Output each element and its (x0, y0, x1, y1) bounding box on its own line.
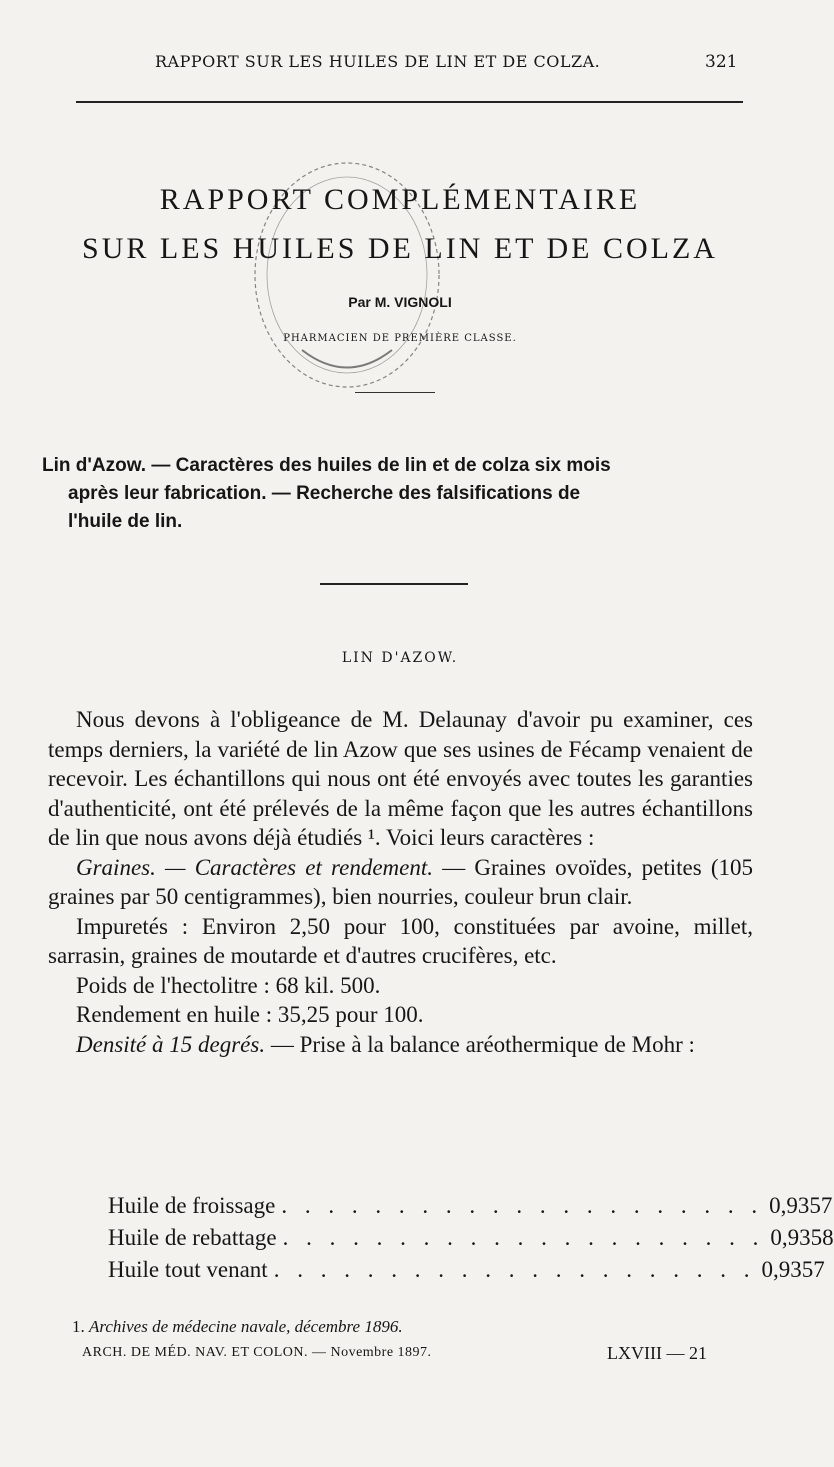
row-label: Huile de froissage (108, 1193, 276, 1218)
paragraph-text: — Prise à la balance aréothermique de Mohr : (265, 1031, 695, 1057)
row-value: 0,9357 (761, 1257, 825, 1282)
author-title: PHARMACIEN DE PREMIÈRE CLASSE. (283, 333, 517, 344)
leader-dots: . . . . . . . . . . . . . . . . . . . . . (282, 1225, 765, 1250)
table-row (108, 1190, 833, 1222)
paragraph: Impuretés : Environ 2,50 pour 100, constituées par avoine, millet, sarrasin, graines de moutarde et d'autres crucifères, etc. (48, 913, 753, 968)
header-rule (76, 101, 743, 103)
journal-footer: ARCH. DE MÉD. NAV. ET COLON. — Novembre 1897. (82, 1345, 432, 1360)
author-name: Par M. VIGNOLI (348, 294, 452, 310)
article-title-line1: RAPPORT COMPLÉMENTAIRE (159, 183, 641, 216)
paragraph (48, 853, 753, 912)
paragraph-lead: Graines. — Caractères et rendement. (76, 854, 434, 880)
footnote-text: Archives de médecine navale, décembre 1896. (89, 1317, 403, 1336)
article-body (48, 705, 753, 1059)
author-rule (355, 392, 435, 393)
row-label: Huile de rebattage (108, 1225, 277, 1250)
paragraph: Nous devons à l'obligeance de M. Delaunay d'avoir pu examiner, ces temps derniers, la variété de lin Azow que ses usines de Fécamp venaient de recevoir. Les échantillons qui nous ont été envoyés avec toutes les garanties d'authenticité, ont été prélevés de la même façon que les autres échantillons de lin que nous avons déjà étudiés ¹. Voici leurs caractères : (48, 707, 753, 850)
paragraph: Rendement en huile : 35,25 pour 100. (76, 1002, 424, 1027)
section-divider (320, 583, 468, 585)
page-number: 321 (705, 52, 738, 72)
footnote (72, 1317, 752, 1337)
paragraph-text: — Graines ovoïdes, petites (105 graines par 50 centigrammes), bien nourries, couleur brun clair. (48, 854, 753, 909)
paragraph: Poids de l'hectolitre : 68 kil. 500. (76, 972, 381, 998)
summary-line: l'huile de lin. (68, 511, 183, 532)
table-row (108, 1222, 834, 1254)
row-label: Huile tout venant (108, 1257, 268, 1282)
table-row (108, 1254, 825, 1286)
signature-mark: LXVIII — 21 (607, 1343, 707, 1363)
summary-line: Lin d'Azow. — Caractères des huiles de lin et de colza six mois (42, 455, 611, 476)
row-value: 0,9358 (770, 1225, 834, 1250)
article-summary (42, 452, 754, 536)
density-table (108, 1190, 834, 1286)
paragraph-lead: Densité à 15 degrés. (76, 1031, 266, 1057)
footnote-number: 1. (72, 1317, 85, 1336)
leader-dots: . . . . . . . . . . . . . . . . . . . . . (273, 1257, 756, 1282)
section-heading: LIN D'AZOW. (341, 650, 459, 666)
article-title-line2: SUR LES HUILES DE LIN ET DE COLZA (82, 232, 718, 265)
running-title: RAPPORT SUR LES HUILES DE LIN ET DE COLZA. (155, 52, 601, 71)
summary-line: après leur fabrication. — Recherche des falsifications de (68, 483, 581, 504)
row-value: 0,9357 (769, 1193, 833, 1218)
paragraph (48, 1030, 753, 1060)
leader-dots: . . . . . . . . . . . . . . . . . . . . . (281, 1193, 764, 1218)
